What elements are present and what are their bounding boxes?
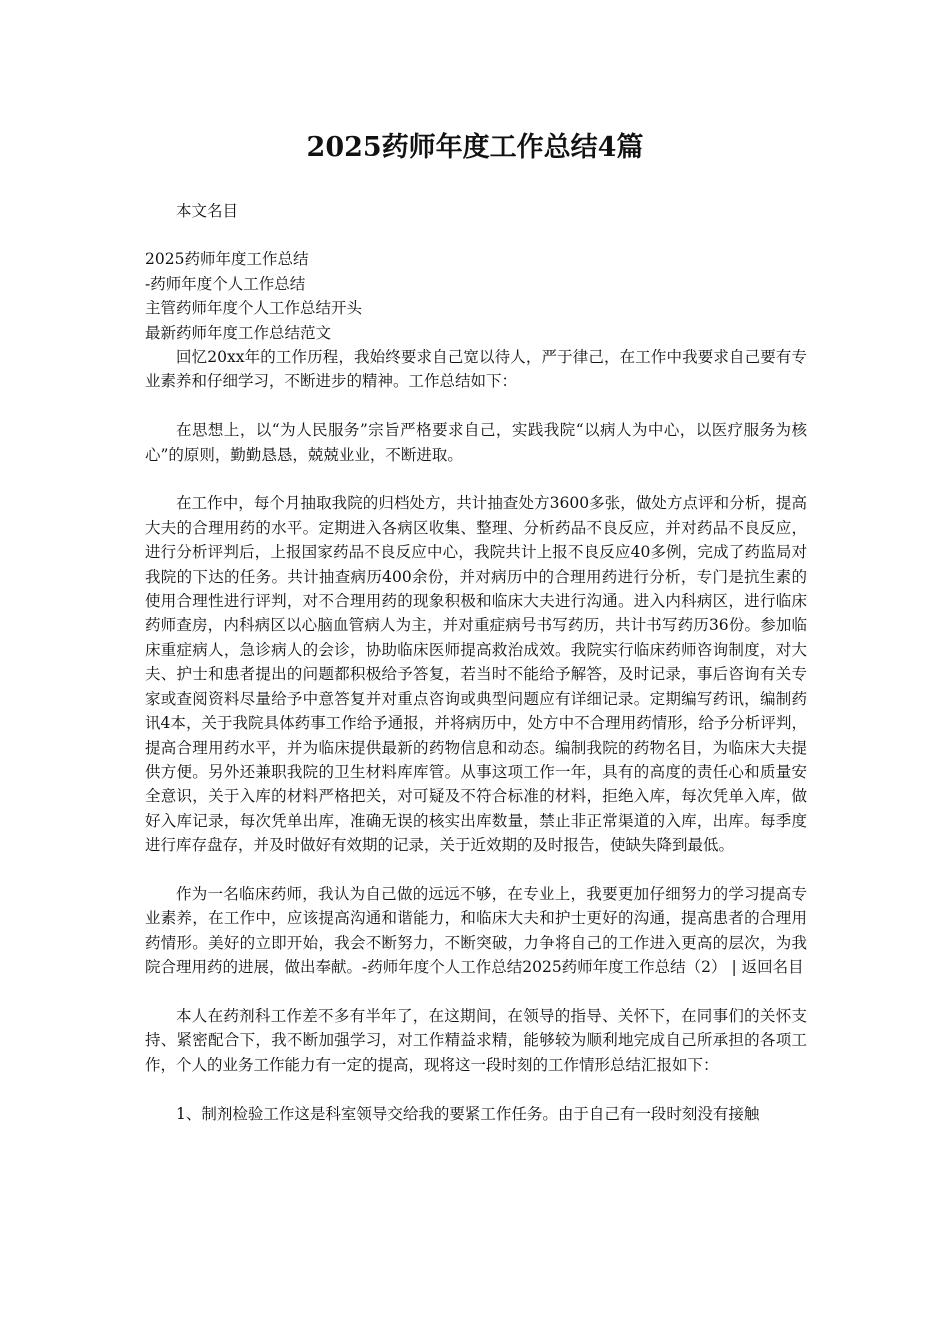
toc-item: 最新药师年度工作总结范文 [145,323,332,342]
body-paragraph: 1、制剂检验工作这是科室领导交给我的要紧工作任务。由于自己有一段时刻没有接触 [176,1104,760,1123]
toc-item: 主管药师年度个人工作总结开头 [145,299,363,318]
toc-item: -药师年度个人工作总结 [145,274,306,293]
body-paragraph: 在思想上，以“为人民服务”宗旨严格要求自己，实践我院“以病人为中心，以医疗服务为核心”的原则，勤勤恳恳，兢兢业业，不断进取。 [145,421,807,464]
body-paragraph: 回忆20xx年的工作历程，我始终要求自己宽以待人，严于律己，在工作中我要求自己要有专业素养和仔细学习，不断进步的精神。工作总结如下： [145,348,807,391]
body-paragraph: 在工作中，每个月抽取我院的归档处方，共计抽查处方3600多张，做处方点评和分析，提高大夫的合理用药的水平。定期进入各病区收集、整理、分析药品不良反应，并对药品不良反应，进行分析评判后，上报国家药品不良反应中心，我院共计上报不良反应40多例，完成了药监局对我院的下达的任务。共计抽查病历400余份，并对病历中的合理用药进行分析，专门是抗生素的使用合理性进行评判，对不合理用药的现象积极和临床大夫进行沟通。进入内科病区，进行临床药师查房，内科病区以心脑血管病人为主，并对重症病号书写药历，共计书写药历36份。参加临床重症病人，急诊病人的会诊，协助临床医师提高救治成效。我院实行临床药师咨询制度，对大夫、护士和患者提出的问题都积极给予答复，若当时不能给予解答，及时记录，事后咨询有关专家或查阅资料尽量给予中意答复并对重点咨询或典型问题应有详细记录。定期编写药讯，编制药讯4本，关于我院具体药事工作给予通报，并将病历中，处方中不合理用药情形，给予分析评判，提高合理用药水平，并为临床提供最新的药物信息和动态。编制我院的药物名目，为临床大夫提供方便。另外还兼职我院的卫生材料库库管。从事这项工作一年，具有的高度的责任心和质量安全意识，关于入库的材料严格把关，对可疑及不符合标准的材料，拒绝入库，每次凭单入库，做好入库记录，每次凭单出库，准确无误的核实出库数量，禁止非正常渠道的入库，出库。每季度进行库存盘存，并及时做好有效期的记录，关于近效期的及时报告，使缺失降到最低。 [145,494,807,855]
body-paragraph: 作为一名临床药师，我认为自己做的远远不够，在专业上，我要更加仔细努力的学习提高专业素养，在工作中，应该提高沟通和谐能力，和临床大夫和护士更好的沟通，提高患者的合理用药情形。美好的立即开始，我会不断努力，不断突破，力争将自己的工作进入更高的层次，为我院合理用药的进展，做出奉献。-药师年度个人工作总结2025药师年度工作总结（2） | 返回名目 [145,884,807,977]
toc-heading: 本文名目 [176,202,239,220]
body-paragraph: 本人在药剂科工作差不多有半年了，在这期间，在领导的指导、关怀下，在同事们的关怀支持、紧密配合下，我不断加强学习，对工作精益求精，能够较为顺利地完成自己所承担的各项工作，个人的业务工作能力有一定的提高，现将这一段时刻的工作情形总结汇报如下： [145,1006,807,1074]
toc-item: 2025药师年度工作总结 [145,250,309,269]
document-title: 2025药师年度工作总结4篇 [306,132,644,163]
document-body [145,199,807,1126]
